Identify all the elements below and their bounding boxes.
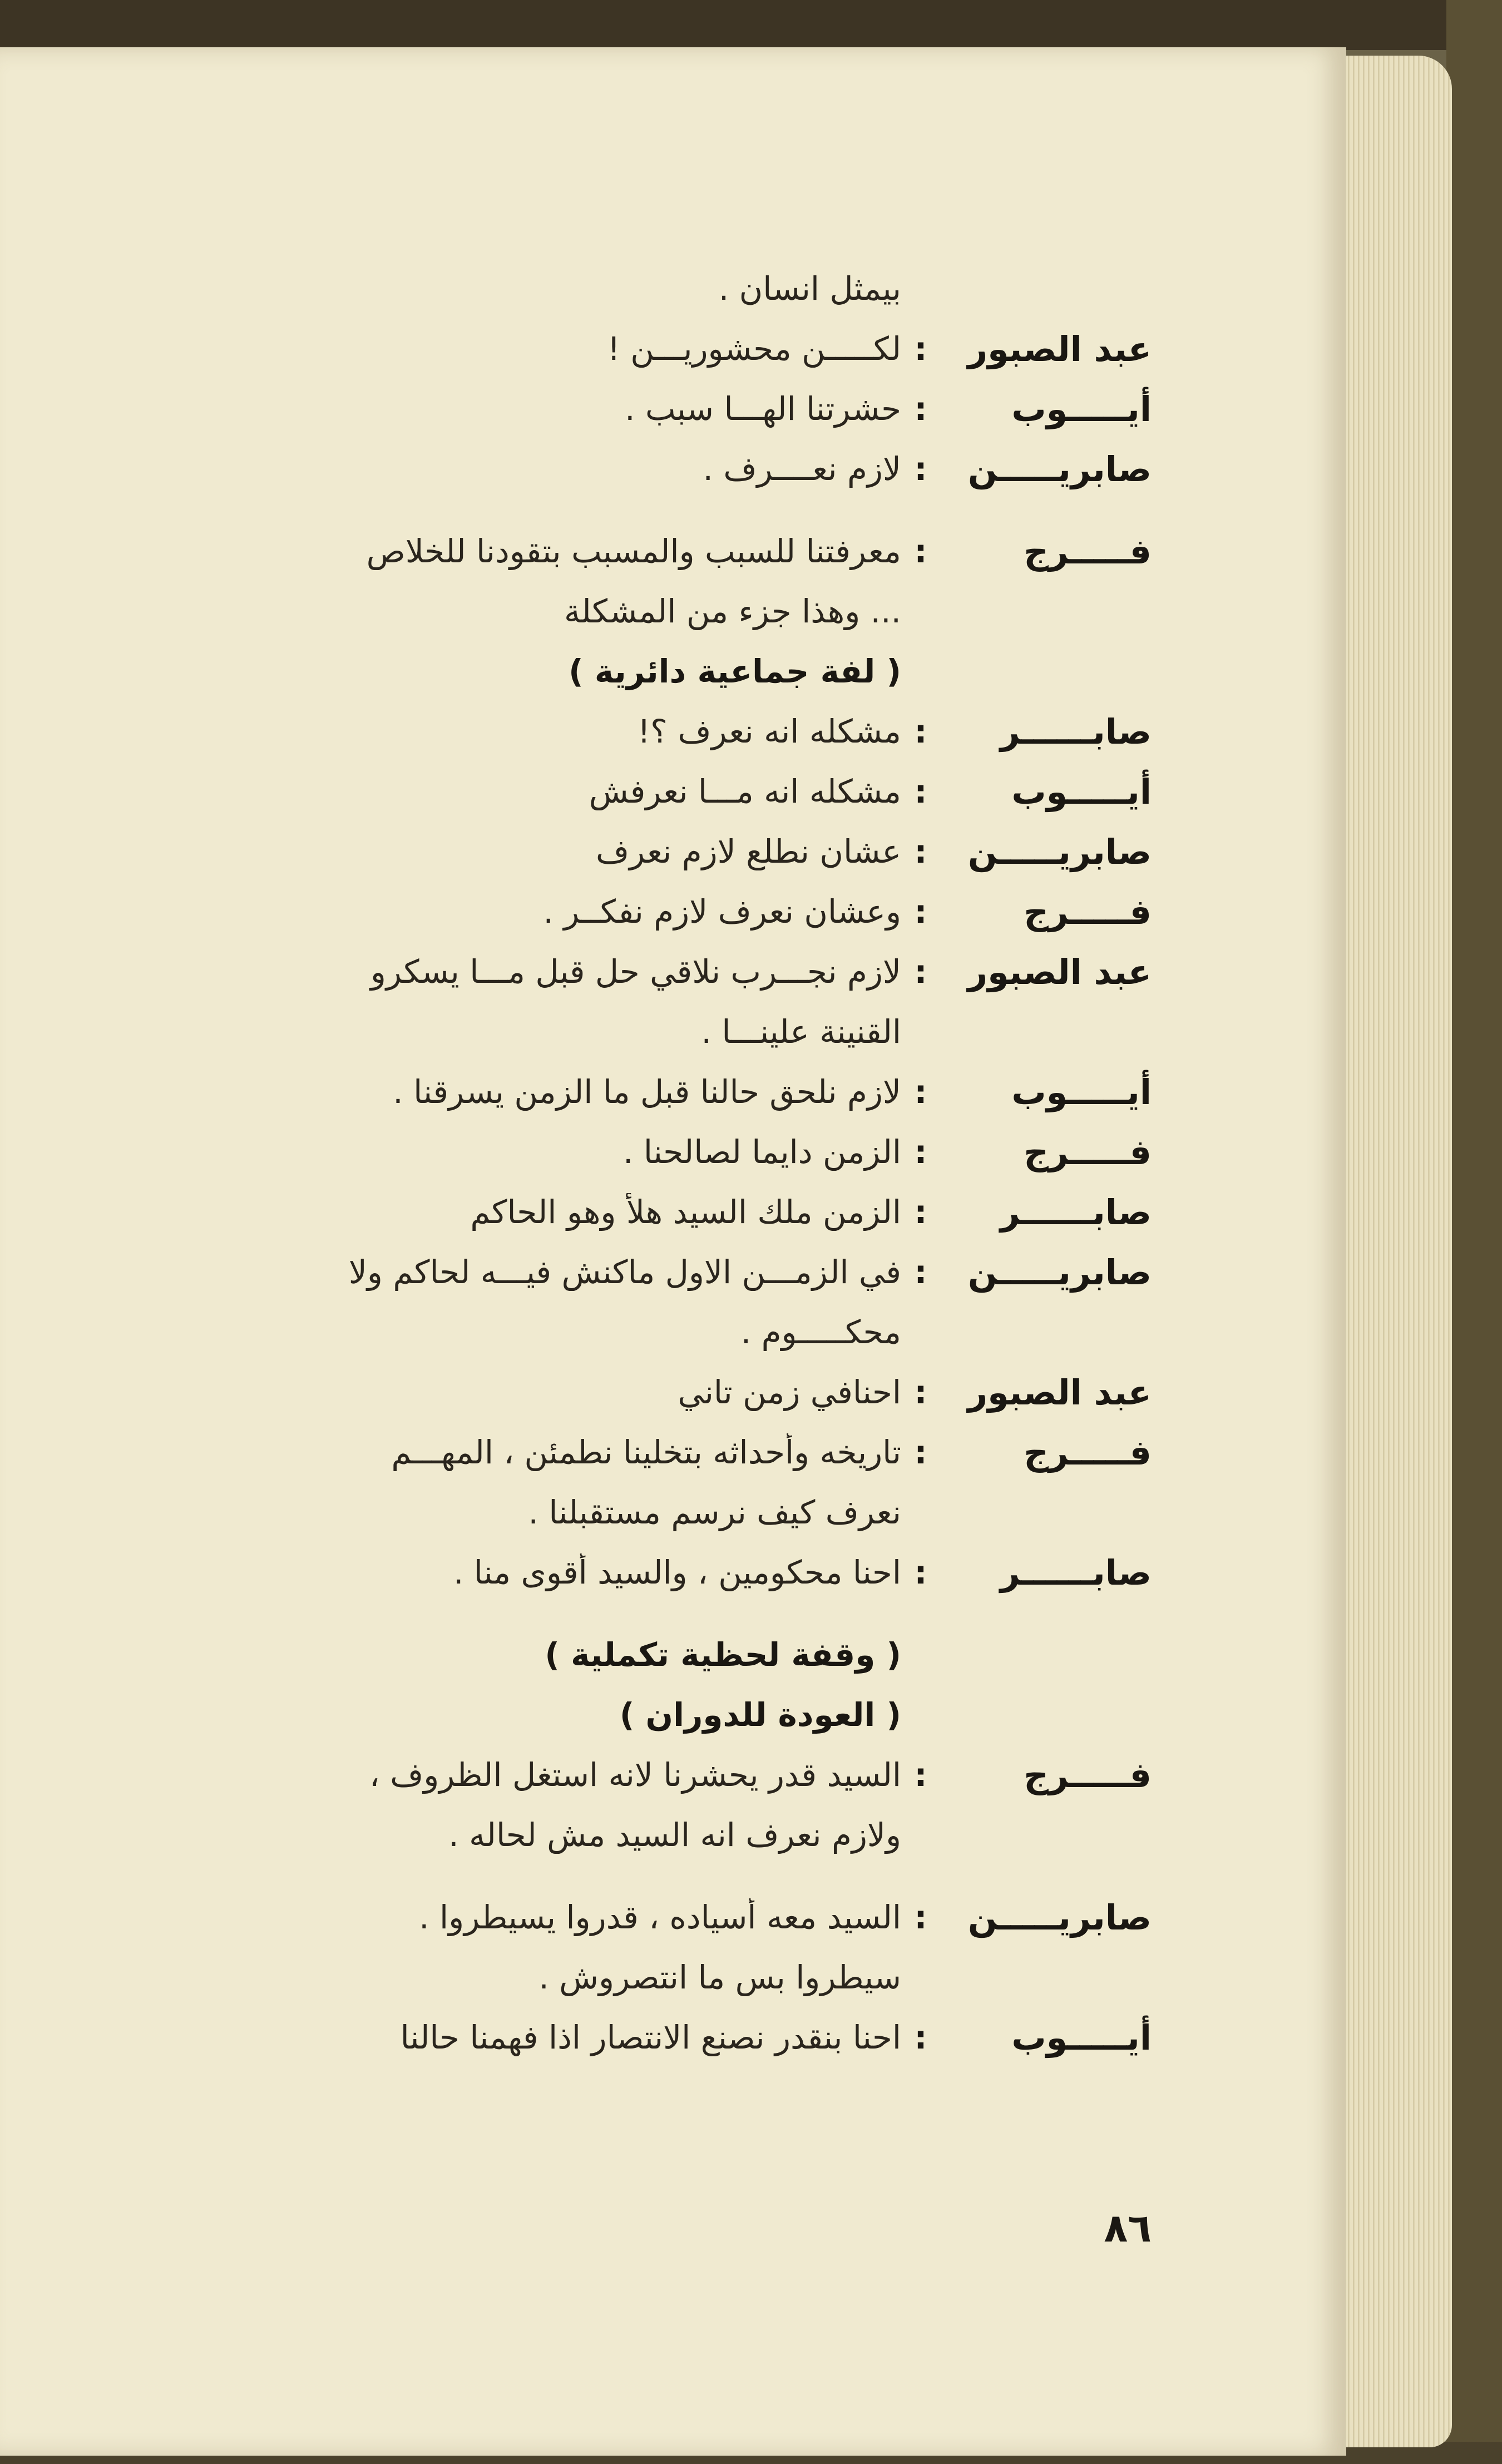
dialogue-line [106,942,1152,1002]
line-text: احنا محكومين ، والسيد أقوى منا . [453,1553,901,1591]
line-text: تاريخه وأحداثه بتخلينا نطمئن ، المهـــم [391,1433,901,1471]
scan-border-top [0,0,1502,50]
dialogue-line [106,1122,1152,1182]
colon: : [914,893,927,931]
dialogue-line [106,1182,1152,1242]
dialogue-line [106,882,1152,942]
colon: : [914,1898,927,1936]
speaker-name: صابريـــــن [967,1251,1152,1293]
line-text: ولازم نعرف انه السيد مش لحاله . [448,1816,901,1854]
speaker-name: عبد الصبور [967,1372,1152,1413]
colon: : [914,773,927,810]
dialogue-line [106,1062,1152,1122]
dialogue-line [106,1302,1152,1362]
spacer [106,1865,1152,1887]
colon: : [914,390,927,428]
dialogue-line [106,521,1152,581]
colon: : [914,1193,927,1231]
line-text: مشكله انه مـــا نعرفش [589,773,901,810]
speaker-name: أيـــــوب [1011,388,1152,429]
line-text: لكـــــن محشوريـــن ! [607,330,901,368]
line-text: حشرتنا الهـــا سبب . [625,390,901,428]
line-text: مشكله انه نعرف ؟! [637,713,901,750]
spacer [106,1602,1152,1625]
line-text: السيد قدر يحشرنا لانه استغل الظروف ، [369,1756,901,1794]
line-text: لازم نعــــرف . [703,450,901,488]
dialogue-line [106,1422,1152,1482]
speaker-name: أيـــــوب [1011,1071,1152,1112]
line-text: نعرف كيف نرسم مستقبلنا . [528,1493,901,1531]
stage-direction [106,641,1152,701]
speaker-name: صابــــــر [1000,1552,1152,1593]
speaker-name: صابــــــر [1000,1191,1152,1233]
speaker-name: عبد الصبور [967,951,1152,992]
speaker-name: فـــــرج [1024,1131,1152,1172]
dialogue-text [106,259,1152,2067]
colon: : [914,1433,927,1471]
page-stack-edge [1330,56,1452,2447]
colon: : [914,1253,927,1291]
colon: : [914,713,927,750]
speaker-name: عبد الصبور [967,328,1152,369]
dialogue-line [106,1482,1152,1542]
colon: : [914,450,927,488]
dialogue-line [106,319,1152,379]
speaker-name: صابــــــر [1000,711,1152,752]
line-text: احنا بنقدر نصنع الانتصار اذا فهمنا حالنا [400,2018,901,2056]
speaker-name: أيـــــوب [1011,771,1152,812]
line-text: القنينة علينـــا . [701,1013,901,1051]
line-text: لازم نجـــرب نلاقي حل قبل مـــا يسكرو [370,953,901,991]
stage-direction-text: ( لفة جماعية دائرية ) [569,652,901,690]
line-text: السيد معه أسياده ، قدروا يسيطروا . [419,1898,901,1936]
line-text: وعشان نعرف لازم نفكــر . [543,893,901,931]
dialogue-line [106,581,1152,641]
spacer [106,499,1152,521]
colon: : [914,1553,927,1591]
line-text: الزمن دايما لصالحنا . [623,1133,901,1171]
dialogue-line [106,2007,1152,2067]
line-text: ... وهذا جزء من المشكلة [564,592,901,630]
stage-direction-text: ( العودة للدوران ) [619,1696,901,1734]
dialogue-line [106,1805,1152,1865]
speaker-name: صابريـــــن [967,448,1152,489]
dialogue-line [106,822,1152,882]
speaker-name: فـــــرج [1024,891,1152,932]
stage-direction-text: ( وقفة لحظية تكملية ) [545,1636,901,1674]
line-text: سيطروا بس ما انتصروش . [538,1958,901,1996]
line-text: احنافي زمن تاني [678,1373,901,1411]
dialogue-line [106,1745,1152,1805]
speaker-name: فـــــرج [1024,1754,1152,1795]
colon: : [914,1756,927,1794]
dialogue-line [106,439,1152,499]
dialogue-line [106,259,1152,319]
dialogue-line [106,1362,1152,1422]
colon: : [914,1373,927,1411]
speaker-name: فـــــرج [1024,531,1152,572]
speaker-name: فـــــرج [1024,1432,1152,1473]
dialogue-line [106,1002,1152,1062]
speaker-name: صابريـــــن [967,1897,1152,1938]
dialogue-line [106,701,1152,761]
colon: : [914,532,927,570]
colon: : [914,953,927,991]
line-text: معرفتنا للسبب والمسبب بتقودنا للخلاص [366,532,901,570]
stage-direction [106,1685,1152,1745]
line-text: في الزمـــن الاول ماكنش فيـــه لحاكم ولا [348,1253,901,1291]
colon: : [914,330,927,368]
line-text: بيمثل انسان . [718,270,901,308]
dialogue-line [106,761,1152,822]
colon: : [914,1133,927,1171]
dialogue-line [106,1542,1152,1602]
line-text: عشان نطلع لازم نعرف [596,833,901,870]
line-text: لازم نلحق حالنا قبل ما الزمن يسرقنا . [393,1073,901,1111]
colon: : [914,833,927,870]
speaker-name: أيـــــوب [1011,2017,1152,2058]
page-number: ٨٦ [1104,2205,1152,2251]
line-text: الزمن ملك السيد هلأ وهو الحاكم [470,1193,901,1231]
dialogue-line [106,1887,1152,1947]
dialogue-line [106,379,1152,439]
speaker-name: صابريـــــن [967,831,1152,872]
book-page [0,47,1346,2456]
colon: : [914,2018,927,2056]
stage-direction [106,1625,1152,1685]
dialogue-line [106,1242,1152,1302]
dialogue-line [106,1947,1152,2007]
scan-border-right [1446,0,1502,2464]
line-text: محكـــــوم . [740,1313,901,1351]
colon: : [914,1073,927,1111]
